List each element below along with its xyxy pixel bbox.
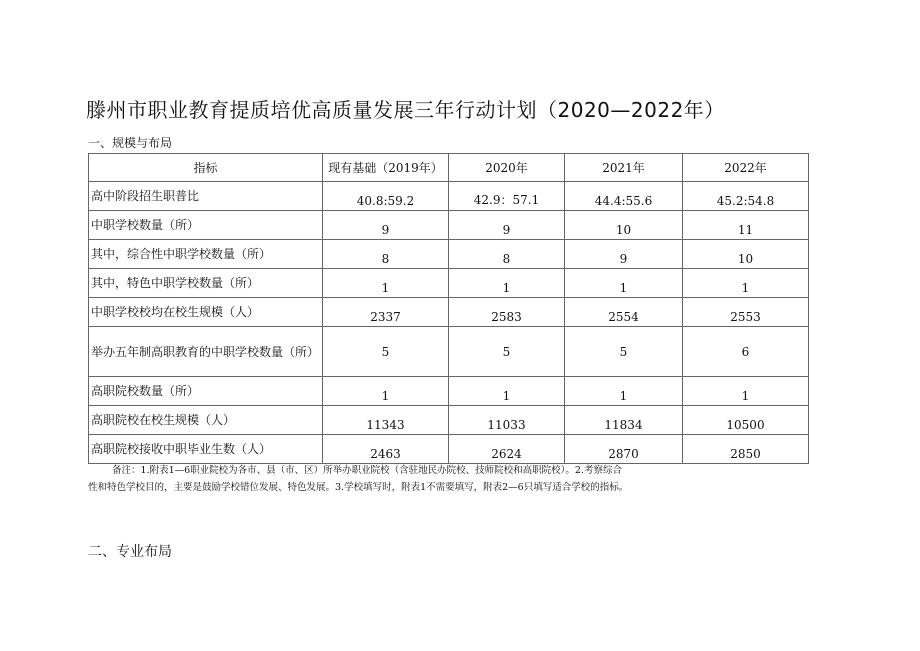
cell-value: 2554: [565, 298, 683, 327]
row-label: 其中，综合性中职学校数量（所）: [89, 240, 323, 269]
table-row: [89, 327, 809, 377]
cell-value: 1: [449, 269, 565, 298]
cell-value: 9: [565, 240, 683, 269]
cell-value: 2583: [449, 298, 565, 327]
cell-value: 1: [449, 377, 565, 406]
cell-value: 8: [323, 240, 449, 269]
cell-value: 5: [449, 327, 565, 377]
section-heading-major-layout: 二、专业布局: [88, 544, 172, 560]
cell-value: 44.4:55.6: [565, 182, 683, 211]
cell-value: 42.9：57.1: [449, 182, 565, 211]
row-label: 中职学校数量（所）: [89, 211, 323, 240]
row-label: 其中，特色中职学校数量（所）: [89, 269, 323, 298]
cell-value: 9: [449, 211, 565, 240]
cell-value: 9: [323, 211, 449, 240]
cell-value: 2850: [683, 435, 809, 464]
table-row: [89, 298, 809, 327]
cell-value: 8: [449, 240, 565, 269]
cell-value: 1: [683, 269, 809, 298]
table-footnote: [88, 462, 748, 496]
table-row: [89, 406, 809, 435]
cell-value: 40.8:59.2: [323, 182, 449, 211]
cell-value: 6: [683, 327, 809, 377]
row-label: 高职院校接收中职毕业生数（人）: [89, 435, 323, 464]
cell-value: 2553: [683, 298, 809, 327]
row-label: 举办五年制高职教育的中职学校数量（所）: [89, 327, 323, 377]
column-header: 指标: [89, 154, 323, 182]
column-header: 2022年: [683, 154, 809, 182]
cell-value: 11834: [565, 406, 683, 435]
cell-value: 11033: [449, 406, 565, 435]
cell-value: 2870: [565, 435, 683, 464]
section-heading-scale-layout: 一、规模与布局: [88, 136, 173, 150]
page-title: 滕州市职业教育提质培优高质量发展三年行动计划（2020—2022年）: [86, 98, 725, 122]
cell-value: 11343: [323, 406, 449, 435]
table-row: [89, 182, 809, 211]
cell-value: 5: [323, 327, 449, 377]
table-header-row: [89, 154, 809, 182]
column-header: 现有基础（2019年）: [323, 154, 449, 182]
cell-value: 2463: [323, 435, 449, 464]
row-label: 高职院校在校生规模（人）: [89, 406, 323, 435]
cell-value: 2624: [449, 435, 565, 464]
table-row: [89, 377, 809, 406]
cell-value: 1: [565, 269, 683, 298]
cell-value: 2337: [323, 298, 449, 327]
cell-value: 10: [683, 240, 809, 269]
table-row: [89, 240, 809, 269]
footnote-line: 备注：1.附表1—6职业院校为各市、县（市、区）所举办职业院校（含驻地民办院校、技师院校和高职院校）。2.考察综合: [112, 465, 622, 476]
footnote-line: 性和特色学校目的，主要是鼓励学校错位发展、特色发展。3.学校填写时，附表1不需要填写，附表2—6只填写适合学校的指标。: [88, 482, 629, 493]
cell-value: 10500: [683, 406, 809, 435]
indicator-table: [88, 153, 809, 464]
row-label: 高职院校数量（所）: [89, 377, 323, 406]
table-row: [89, 269, 809, 298]
cell-value: 11: [683, 211, 809, 240]
table-row: [89, 435, 809, 464]
column-header: 2020年: [449, 154, 565, 182]
column-header: 2021年: [565, 154, 683, 182]
cell-value: 1: [683, 377, 809, 406]
cell-value: 1: [323, 377, 449, 406]
cell-value: 5: [565, 327, 683, 377]
table-row: [89, 211, 809, 240]
cell-value: 1: [323, 269, 449, 298]
cell-value: 45.2:54.8: [683, 182, 809, 211]
row-label: 高中阶段招生职普比: [89, 182, 323, 211]
cell-value: 1: [565, 377, 683, 406]
row-label: 中职学校校均在校生规模（人）: [89, 298, 323, 327]
cell-value: 10: [565, 211, 683, 240]
